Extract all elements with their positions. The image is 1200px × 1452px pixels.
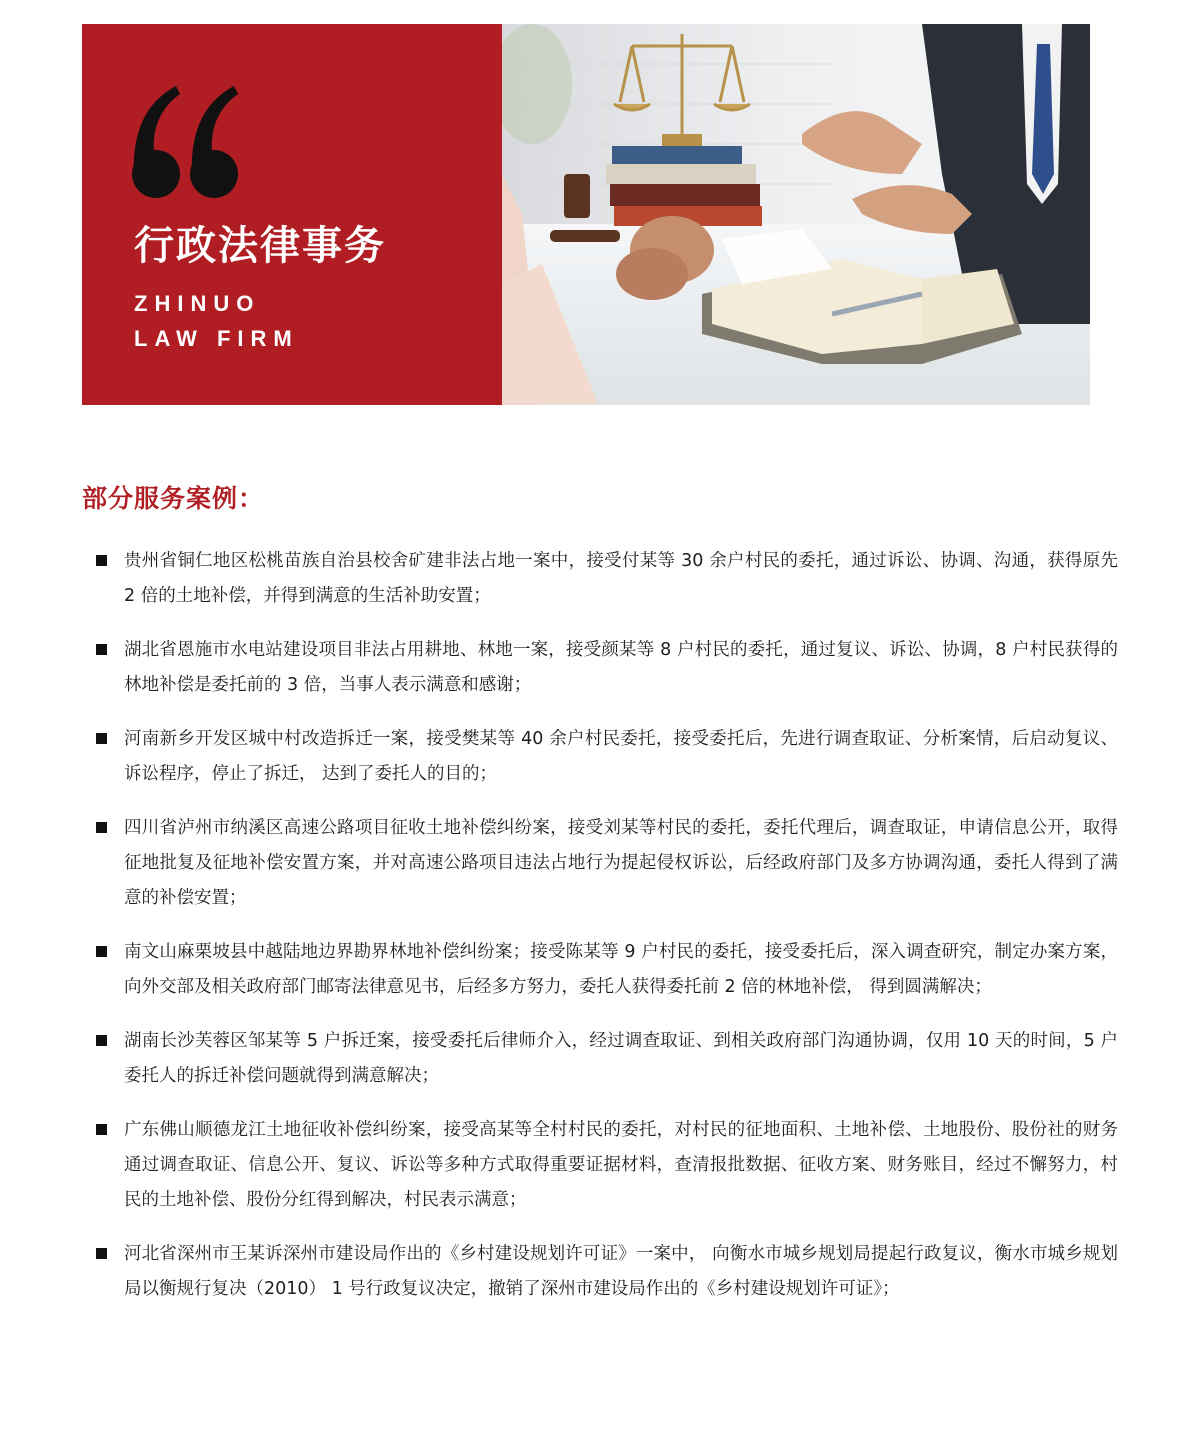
list-item	[96, 811, 1118, 916]
lawyer-consultation-photo	[502, 24, 1090, 405]
case-text: 广东佛山顺德龙江土地征收补偿纠纷案，接受高某等全村村民的委托，对村民的征地面积、土地补偿、土地股份、股份社的财务通过调查取证、信息公开、复议、诉讼等多种方式取得重要证据材料，查清报批数据、征收方案、财务账目，经过不懈努力，村民的土地补偿、股份分红得到解决，村民表示满意；	[124, 1120, 1118, 1210]
firm-name	[134, 286, 299, 356]
case-text: 贵州省铜仁地区松桃苗族自治县校舍矿建非法占地一案中，接受付某等 30 余户村民的委托，通过诉讼、协调、沟通，获得原先 2 倍的土地补偿，并得到满意的生活补助安置；	[124, 551, 1118, 606]
square-bullet-icon	[96, 644, 107, 655]
case-text: 河南新乡开发区城中村改造拆迁一案，接受樊某等 40 余户村民委托，接受委托后，先进行调查取证、分析案情，后启动复议、诉讼程序，停止了拆迁， 达到了委托人的目的；	[124, 729, 1118, 784]
firm-name-line1: ZHINUO	[134, 291, 261, 316]
square-bullet-icon	[96, 946, 107, 957]
list-item	[96, 633, 1118, 703]
list-item	[96, 722, 1118, 792]
square-bullet-icon	[96, 555, 107, 566]
list-item	[96, 1113, 1118, 1218]
square-bullet-icon	[96, 1035, 107, 1046]
case-text: 湖南长沙芙蓉区邹某等 5 户拆迁案，接受委托后律师介入，经过调查取证、到相关政府部门沟通协调，仅用 10 天的时间，5 户委托人的拆迁补偿问题就得到满意解决；	[124, 1031, 1118, 1086]
case-list	[96, 544, 1118, 1326]
square-bullet-icon	[96, 822, 107, 833]
page-title: 行政法律事务	[134, 223, 386, 269]
square-bullet-icon	[96, 1124, 107, 1135]
list-item	[96, 544, 1118, 614]
hero-title-panel	[82, 24, 502, 405]
list-item	[96, 1237, 1118, 1307]
case-text: 河北省深州市王某诉深州市建设局作出的《乡村建设规划许可证》一案中， 向衡水市城乡规划局提起行政复议，衡水市城乡规划局以衡规行复决（2010） 1 号行政复议决定，撤销了深州市建设局作出的《乡村建设规划许可证》；	[124, 1244, 1118, 1299]
list-item	[96, 935, 1118, 1005]
square-bullet-icon	[96, 1248, 107, 1259]
firm-name-line2: LAW FIRM	[134, 326, 299, 351]
case-text: 南文山麻栗坡县中越陆地边界勘界林地补偿纠纷案；接受陈某等 9 户村民的委托，接受委托后，深入调查研究，制定办案方案，向外交部及相关政府部门邮寄法律意见书，后经多方努力，委托人获得委托前 2 倍的林地补偿， 得到圆满解决；	[124, 942, 1118, 997]
case-text: 湖北省恩施市水电站建设项目非法占用耕地、林地一案，接受颜某等 8 户村民的委托，通过复议、诉讼、协调，8 户村民获得的林地补偿是委托前的 3 倍，当事人表示满意和感谢；	[124, 640, 1118, 695]
case-text: 四川省泸州市纳溪区高速公路项目征收土地补偿纠纷案，接受刘某等村民的委托，委托代理后，调查取证，申请信息公开，取得征地批复及征地补偿安置方案，并对高速公路项目违法占地行为提起侵权诉讼，后经政府部门及多方协调沟通，委托人得到了满意的补偿安置；	[124, 818, 1118, 908]
quote-mark-icon	[130, 82, 242, 200]
square-bullet-icon	[96, 733, 107, 744]
section-title: 部分服务案例：	[82, 484, 265, 513]
hero-banner	[82, 24, 1090, 405]
list-item	[96, 1024, 1118, 1094]
